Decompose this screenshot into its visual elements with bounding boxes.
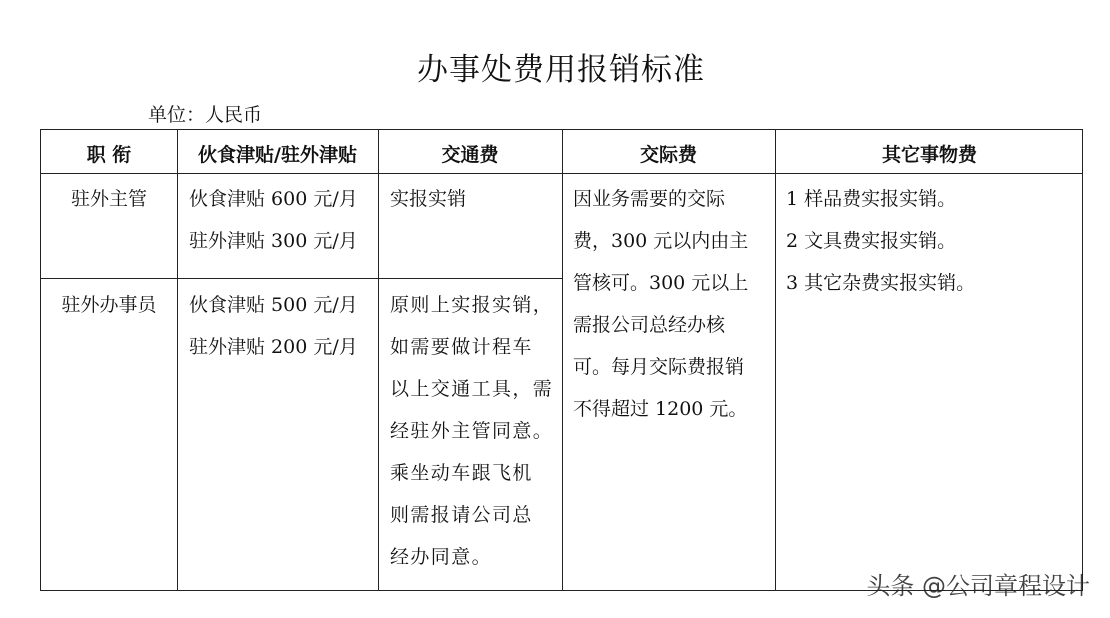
transport-line: 则需报请公司总 bbox=[390, 504, 533, 526]
watermark: 头条 @公司章程设计 bbox=[866, 572, 1090, 600]
header-transport: 交通费 bbox=[441, 144, 499, 166]
other-expense-line: 1 样品费实报实销。 bbox=[786, 188, 957, 210]
position-label: 驻外主管 bbox=[70, 188, 147, 210]
column-divider bbox=[177, 130, 178, 590]
header-divider bbox=[41, 173, 1082, 174]
entertainment-line: 不得超过 1200 元。 bbox=[573, 398, 748, 420]
transport-line: 经驻外主管同意。 bbox=[390, 420, 554, 442]
transport-line: 经办同意。 bbox=[390, 546, 493, 568]
allowance-line: 驻外津贴 200 元/月 bbox=[189, 336, 358, 358]
header-allowance: 伙食津贴/驻外津贴 bbox=[198, 144, 357, 166]
entertainment-cell bbox=[573, 178, 748, 430]
header-other-expenses: 其它事物费 bbox=[881, 144, 977, 166]
entertainment-line: 可。每月交际费报销 bbox=[573, 356, 745, 378]
table-row-supervisor-allowance bbox=[189, 178, 358, 262]
transport-line: 实报实销 bbox=[390, 188, 467, 210]
row-divider bbox=[378, 278, 562, 279]
column-divider bbox=[562, 130, 563, 590]
entertainment-line: 管核可。300 元以上 bbox=[573, 272, 749, 294]
entertainment-line: 费，300 元以内由主 bbox=[573, 230, 749, 252]
table-row-clerk-position bbox=[41, 284, 177, 326]
row-divider bbox=[41, 278, 378, 279]
table-row-clerk-transport bbox=[390, 284, 553, 578]
table-row-supervisor-position bbox=[41, 178, 177, 220]
header-position: 职 衔 bbox=[86, 144, 132, 166]
other-expense-line: 2 文具费实报实销。 bbox=[786, 230, 957, 252]
transport-line: 乘坐动车跟飞机 bbox=[390, 462, 533, 484]
column-divider bbox=[775, 130, 776, 590]
header-entertainment: 交际费 bbox=[639, 144, 697, 166]
transport-line: 如需要做计程车 bbox=[390, 336, 533, 358]
entertainment-line: 需报公司总经办核 bbox=[573, 314, 726, 336]
table-row-supervisor-transport bbox=[390, 178, 466, 220]
transport-line: 原则上实报实销， bbox=[390, 294, 554, 316]
other-expense-line: 3 其它杂费实报实销。 bbox=[786, 272, 976, 294]
reimbursement-table bbox=[40, 129, 1083, 591]
entertainment-line: 因业务需要的交际 bbox=[573, 188, 726, 210]
page-title: 办事处费用报销标准 bbox=[417, 52, 705, 88]
column-divider bbox=[378, 130, 379, 590]
currency-unit-label: 单位：人民币 bbox=[148, 104, 263, 126]
allowance-line: 伙食津贴 600 元/月 bbox=[189, 188, 358, 210]
transport-line: 以上交通工具，需 bbox=[390, 378, 554, 400]
table-row-clerk-allowance bbox=[189, 284, 358, 368]
allowance-line: 伙食津贴 500 元/月 bbox=[189, 294, 358, 316]
allowance-line: 驻外津贴 300 元/月 bbox=[189, 230, 358, 252]
other-expenses-cell bbox=[786, 178, 975, 304]
position-label: 驻外办事员 bbox=[61, 294, 157, 316]
